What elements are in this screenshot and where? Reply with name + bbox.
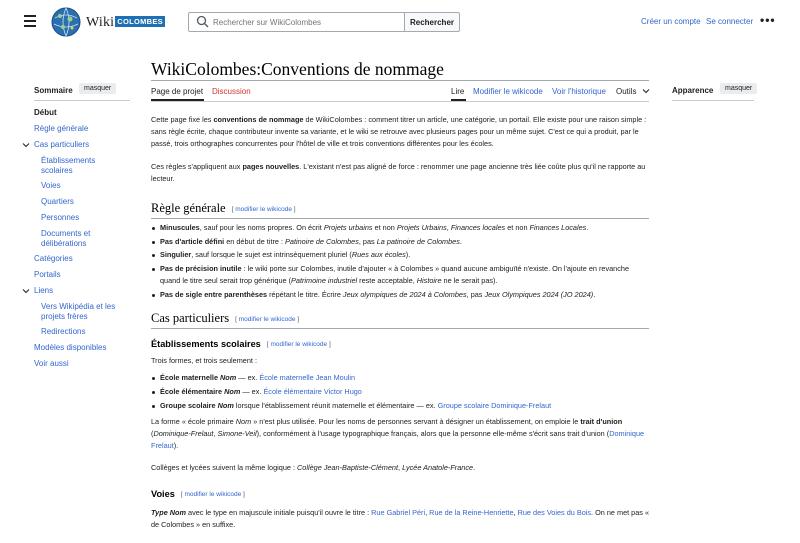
- text: Ces règles s'appliquent aux: [151, 162, 243, 171]
- edit-link[interactable]: modifier le wikicode: [238, 316, 296, 323]
- tools-label: Outils: [616, 87, 637, 96]
- page-title: WikiColombes:Conventions de nommage: [151, 59, 444, 79]
- heading-text: Cas particuliers: [151, 311, 230, 325]
- edit-link[interactable]: modifier le wikicode: [270, 341, 328, 348]
- logo-badge: COLOMBES: [117, 17, 163, 26]
- text: et non: [505, 223, 530, 232]
- list-item: [156, 263, 651, 287]
- lycees-paragraph: [151, 462, 651, 474]
- section-edit-link[interactable]: [ modifier le wikicode ]: [235, 316, 300, 323]
- section-divider: [151, 328, 649, 329]
- bold-text: trait d'union: [580, 417, 623, 426]
- section-divider: [151, 218, 649, 219]
- text: . L'existant n'est pas aligné de force : renommer une page ancienne très liée coûte plus qu'il ne rapporte au lecteur.: [151, 162, 646, 184]
- logo-prefix: Wiki: [86, 15, 115, 30]
- chevron-down-icon: [642, 87, 650, 95]
- italic-text: Histoire: [416, 276, 442, 286]
- italic-text: Collège Jean-Baptiste-Clément: [297, 463, 399, 472]
- text: ne le serait pas).: [441, 276, 498, 286]
- section-edit-link[interactable]: [ modifier le wikicode ]: [266, 341, 331, 348]
- text: .: [459, 237, 462, 246]
- menu-bar: [24, 20, 36, 22]
- section-heading-cas-particuliers: [151, 311, 299, 326]
- text: .: [593, 290, 596, 299]
- toc-divider: [34, 100, 130, 101]
- tab-edit-wikicode[interactable]: Modifier le wikicode: [473, 87, 543, 96]
- italic-text: La patinoire de Colombes: [376, 237, 460, 246]
- menu-bar: [24, 25, 36, 27]
- heading-text: Établissements scolaires: [151, 339, 261, 349]
- text: et non: [372, 223, 397, 232]
- appearance-hide-button[interactable]: masquer: [720, 83, 757, 94]
- italic-text: Nom: [224, 387, 241, 396]
- text: (: [151, 429, 154, 439]
- text: ,: [213, 429, 218, 439]
- text: La forme « école primaire: [151, 417, 236, 426]
- appearance-divider: [672, 100, 754, 101]
- text: répétant le titre. Écrire: [267, 290, 343, 299]
- toc-item-portails[interactable]: Portails: [34, 270, 61, 279]
- more-options-icon[interactable]: •••: [760, 13, 776, 27]
- toc-hide-button[interactable]: masquer: [79, 83, 116, 94]
- link[interactable]: Rue Gabriel Péri: [371, 508, 426, 517]
- text: avec le type en majuscule initiale puisqu'il ouvre le titre :: [186, 508, 372, 517]
- link[interactable]: École maternelle Jean Moulin: [259, 373, 356, 382]
- text: ), conformément à l'usage typographique français, alors que la personne elle-même s'écrit sans trait d'union (: [256, 429, 610, 439]
- intro-paragraph-2: [151, 161, 651, 185]
- bold-text: conventions de nommage: [213, 115, 304, 124]
- text: Cette page fixe les: [151, 115, 214, 124]
- text: de WikiColombes : comment titrer un article, une catégorie, un portail. Elle existe pour une raison simple : sans règle écrite, chaque contributeur invente sa variante, et le wiki se retrouve avec plusieurs pages pour un même sujet. C'est ce qui a produit, par le passé, trois orthographes concurrentes pour l'hôtel de ville et trois conventions différentes pour les écoles.: [151, 115, 647, 149]
- italic-text: Patinoire de Colombes: [285, 237, 359, 246]
- bold-text: École élémentaire: [160, 387, 225, 396]
- italic-text: Finances locales: [450, 223, 506, 232]
- list-item: [156, 222, 651, 234]
- subsection-heading-voies: [151, 489, 245, 499]
- tab-project-page[interactable]: Page de projet: [151, 87, 204, 96]
- search-input[interactable]: [213, 18, 393, 27]
- text: : le wiki porte sur Colombes, inutile d'ajouter « à Colombes » quand aucune ambiguïté n'existe. On l'ajoute en revanche quand le titre seul serait trop générique (: [160, 264, 630, 286]
- list-item: [156, 236, 651, 248]
- bold-text: Minuscules: [160, 223, 200, 232]
- text: ).: [405, 250, 411, 259]
- bold-text: pages nouvelles: [242, 162, 300, 171]
- appearance-title: Apparence: [672, 86, 714, 95]
- toc-item-personnes[interactable]: Personnes: [41, 213, 80, 222]
- bold-text: Pas de sigle entre parenthèses: [160, 290, 268, 299]
- text: reste acceptable,: [357, 276, 417, 286]
- intro-paragraph-1: [151, 114, 651, 151]
- italic-text: Nom: [217, 401, 234, 410]
- bold-text: École maternelle: [160, 373, 221, 382]
- search-button[interactable]: Rechercher: [404, 12, 460, 32]
- logo-globe-icon[interactable]: [50, 6, 82, 38]
- toc-item-modeles[interactable]: Modèles disponibles: [34, 343, 107, 352]
- list-item: [156, 249, 651, 261]
- text: ).: [173, 441, 179, 451]
- toc-item-debut[interactable]: Début: [34, 108, 57, 117]
- etab-intro: Trois formes, et trois seulement :: [151, 356, 257, 365]
- text: lorsque l'établissement réunit maternelle et élémentaire — ex.: [233, 401, 438, 410]
- text: , sauf lorsque le sujet est intrinsèquement pluriel (: [191, 250, 352, 259]
- link[interactable]: Rue des Voies du Bois: [517, 508, 592, 517]
- create-account-link[interactable]: Créer un compte: [641, 17, 701, 26]
- link[interactable]: École élémentaire Victor Hugo: [263, 387, 362, 396]
- text: en début de titre :: [224, 237, 286, 246]
- site-logo[interactable]: [86, 15, 165, 31]
- italic-text: Jeux olympiques de 2024 à Colombes: [342, 290, 467, 299]
- toc-item-cas-particuliers[interactable]: Cas particuliers: [34, 140, 90, 149]
- italic-text: Lycée Anatole-France: [402, 463, 474, 472]
- edit-link[interactable]: modifier le wikicode: [235, 206, 292, 213]
- text: ,: [446, 223, 451, 232]
- text: — ex.: [236, 373, 260, 382]
- search-box[interactable]: [188, 12, 405, 32]
- text: ,: [398, 463, 403, 472]
- search-icon: [195, 14, 211, 30]
- title-divider: [151, 80, 649, 81]
- voies-paragraph: [151, 507, 651, 531]
- italic-text: Nom: [235, 417, 252, 426]
- menu-bar: [24, 15, 36, 17]
- etab-paragraph: [151, 416, 651, 453]
- italic-text: Rues aux écoles: [351, 250, 406, 259]
- italic-text: Dominique-Frelaut: [153, 429, 214, 439]
- edit-link[interactable]: modifier le wikicode: [184, 491, 242, 498]
- tab-read[interactable]: Lire: [451, 87, 465, 96]
- toc-item-liens[interactable]: Liens: [34, 286, 54, 295]
- section-edit-link[interactable]: [ modifier le wikicode ]: [180, 491, 245, 498]
- subsection-heading-etablissements: [151, 339, 331, 349]
- login-link[interactable]: Se connecter: [706, 17, 754, 26]
- italic-text: Simone-Veil: [217, 429, 257, 439]
- toc-item-regle-generale[interactable]: Règle générale: [34, 124, 89, 133]
- text: , pas: [466, 290, 485, 299]
- link[interactable]: Dominique Frelaut: [151, 429, 645, 451]
- bold-text: Singulier: [160, 250, 192, 259]
- toc-title: Sommaire: [34, 86, 73, 95]
- italic-text: Patrimoine industriel: [291, 276, 358, 286]
- list-item: [156, 372, 651, 384]
- italic-text: Jeux Olympiques 2024 (JO 2024): [484, 290, 594, 299]
- tab-history[interactable]: Voir l'historique: [552, 87, 606, 96]
- text: Collèges et lycées suivent la même logique :: [151, 463, 298, 472]
- main-menu-button[interactable]: [24, 15, 38, 27]
- toc-item-documents[interactable]: Documents et délibérations: [41, 229, 91, 248]
- chevron-down-icon[interactable]: [22, 287, 30, 295]
- text: » n'est plus utilisée. Pour les noms de personnes servant à désigner un établissement, on emploie le: [251, 417, 581, 426]
- list-item: [156, 289, 651, 301]
- toc-item-voies[interactable]: Voies: [41, 181, 61, 190]
- text: .: [473, 463, 476, 472]
- text: ,: [425, 508, 430, 517]
- italic-text: Projets urbains: [323, 223, 373, 232]
- bold-text: Pas de précision inutile: [160, 264, 242, 273]
- section-heading-regle-generale: [151, 201, 296, 216]
- text: ,: [513, 508, 518, 517]
- section-edit-link[interactable]: [ modifier le wikicode ]: [231, 206, 296, 213]
- toc-item-voir-aussi[interactable]: Voir aussi: [34, 359, 69, 368]
- heading-text: Règle générale: [151, 201, 226, 215]
- text: , sauf pour les noms propres. On écrit: [199, 223, 324, 232]
- list-item: [156, 386, 651, 398]
- tabs-divider: [151, 101, 649, 102]
- text: , pas: [358, 237, 377, 246]
- italic-text: Finances Locales: [529, 223, 587, 232]
- tab-tools[interactable]: [616, 87, 650, 96]
- italic-text: Type Nom: [151, 508, 187, 517]
- bold-text: Pas d'article défini: [160, 237, 225, 246]
- tab-discussion[interactable]: Discussion: [212, 87, 251, 96]
- text: . On ne met pas « de Colombes » en suffixe.: [151, 508, 650, 530]
- toc-item-quartiers[interactable]: Quartiers: [41, 197, 74, 206]
- toc-item-categories[interactable]: Catégories: [34, 254, 73, 263]
- bold-text: Groupe scolaire: [160, 401, 218, 410]
- chevron-down-icon[interactable]: [22, 141, 30, 149]
- list-item: [156, 400, 651, 412]
- toc-item-redirections[interactable]: Redirections: [41, 327, 86, 336]
- italic-text: Projets Urbains: [396, 223, 447, 232]
- heading-text: Voies: [151, 489, 175, 499]
- toc-item-wikipedia[interactable]: Vers Wikipédia et les projets frères: [41, 302, 116, 321]
- link[interactable]: Rue de la Reine-Henriette: [429, 508, 514, 517]
- text: .: [586, 223, 589, 232]
- text: — ex.: [240, 387, 264, 396]
- link[interactable]: Groupe scolaire Dominique-Frelaut: [437, 401, 552, 410]
- italic-text: Nom: [220, 373, 237, 382]
- toc-item-etablissements[interactable]: Établissements scolaires: [41, 156, 96, 175]
